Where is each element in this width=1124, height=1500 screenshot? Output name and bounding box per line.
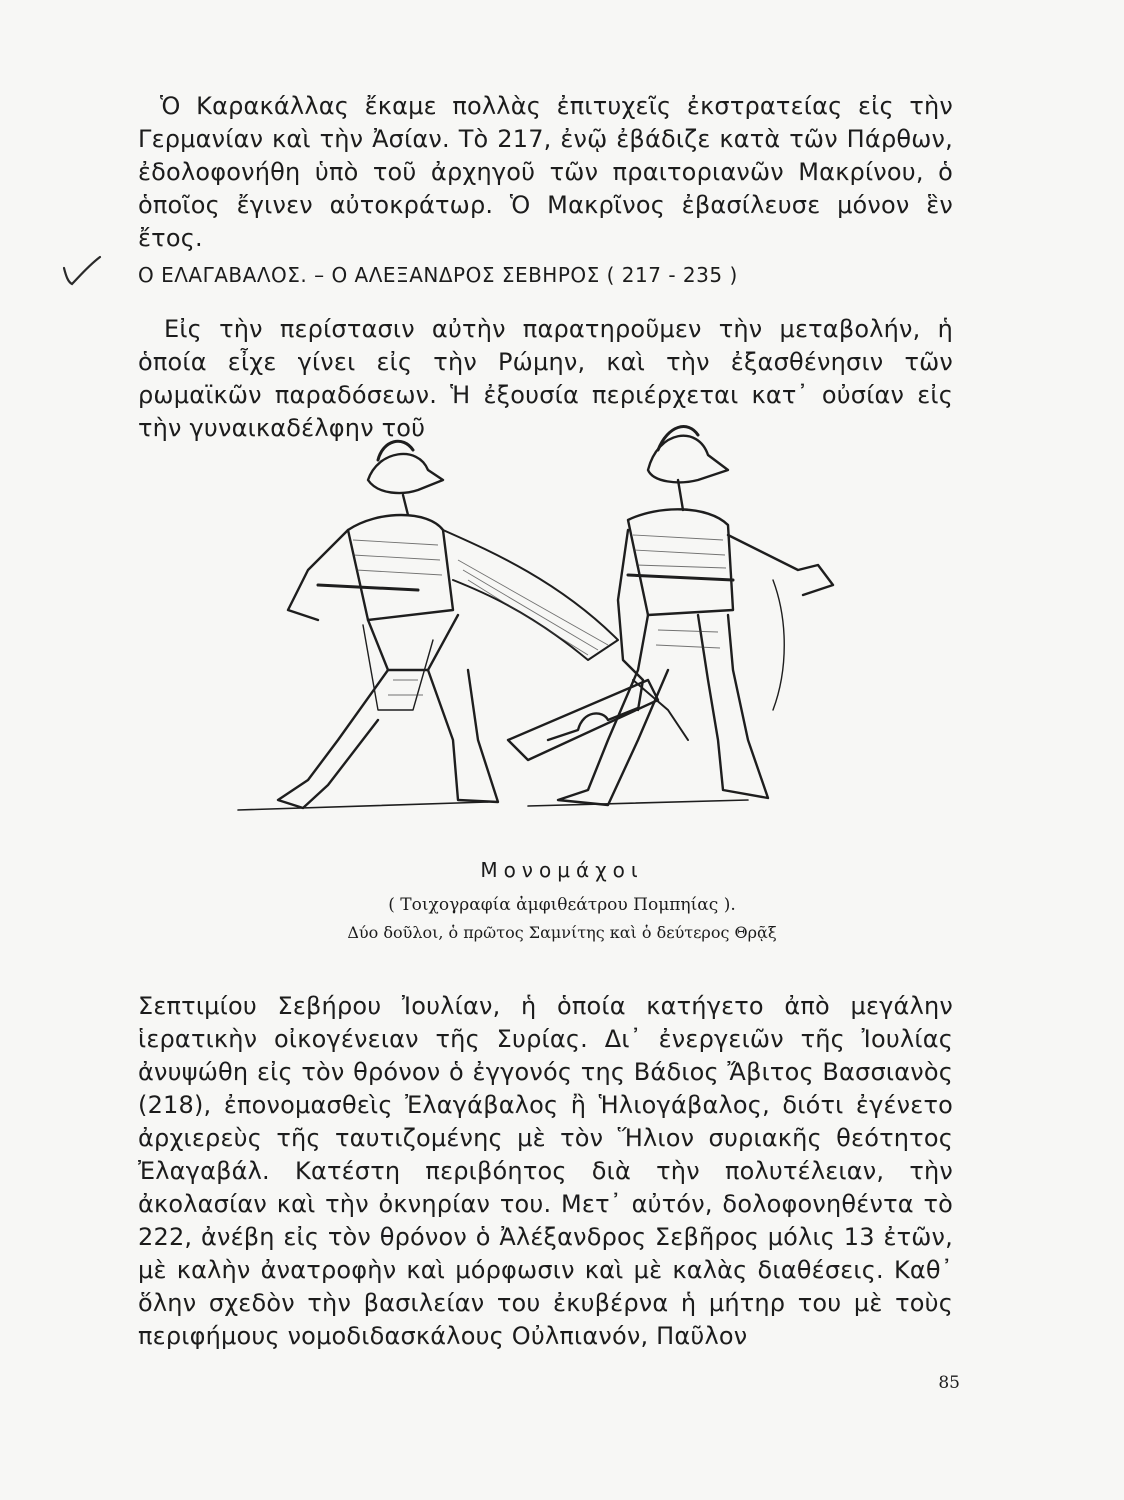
figure-caption-description: Δύο δοῦλοι, ὁ πρῶτος Σαμνίτης καὶ ὁ δεύτερος Θρᾷξ [347,923,777,942]
paragraph-caracalla [138,90,953,255]
paragraph-elagabalus-intro-text: Εἰς τὴν περίστασιν αὐτὴν παρατηροῦμεν τὴν μεταβολήν, ἡ ὁποία εἶχε γίνει εἰς τὴν Ρώμην, καὶ τὴν ἐξασθένησιν τῶν ρωμαϊκῶν παραδόσεων. Ἡ ἐξουσία περιέρχεται κατ᾽ οὐσίαν εἰς τὴν γυναικαδέλφην τοῦ [138,315,953,442]
page-number: 85 [938,1373,960,1393]
figure-caption-title: Μονομάχοι [480,858,644,882]
gladiators-illustration [228,410,848,850]
paragraph-caracalla-text: Ὁ Καρακάλλας ἔκαμε πολλὰς ἐπιτυχεῖς ἐκστρατείας εἰς τὴν Γερμανίαν καὶ τὴν Ἀσίαν. Τὸ 217, ἐνῷ ἐβάδιζε κατὰ τῶν Πάρθων, ἐδολοφονήθη ὑπὸ τοῦ ἀρχηγοῦ τῶν πραιτοριανῶν Μακρίνου, ὁ ὁποῖος ἔγινεν αὐτοκράτωρ. Ὁ Μακρῖνος ἐβασίλευσε μόνον ἓν ἔτος. [138,92,953,252]
handwritten-checkmark-icon [60,254,102,288]
section-heading: Ο ΕΛΑΓΑΒΑΛΟΣ. – Ο ΑΛΕΞΑΝΔΡΟΣ ΣΕΒΗΡΟΣ ( 217 - 235 ) [138,263,738,287]
paragraph-julia-elagabalus: Σεπτιμίου Σεβήρου Ἰουλίαν, ἡ ὁποία κατήγετο ἀπὸ μεγάλην ἱερατικὴν οἰκογένειαν τῆς Συρίας. Δι᾽ ἐνεργειῶν τῆς Ἰουλίας ἀνυψώθη εἰς τὸν θρόνον ὁ ἐγγονός της Βάδιος Ἄβιτος Βασσιανὸς (218), ἐπονομασθεὶς Ἐλαγάβαλος ἢ Ἡλιογάβαλος, διότι ἐγένετο ἀρχιερεὺς τῆς ταυτιζομένης μὲ τὸν Ἥλιον συριακῆς θεότητος Ἐλαγαβάλ. Κατέστη περιβόητος διὰ τὴν πολυτέλειαν, τὴν ἀκολασίαν καὶ τὴν ὀκνηρίαν του. Μετ᾽ αὐτόν, δολοφονηθέντα τὸ 222, ἀνέβη εἰς τὸν θρόνον ὁ Ἀλέξανδρος Σεβῆρος μόλις 13 ἐτῶν, μὲ καλὴν ἀνατροφὴν καὶ μόρφωσιν καὶ μὲ καλὰς διαθέσεις. Καθ᾽ ὅλην σχεδὸν τὴν βασιλείαν του ἐκυβέρνα ἡ μήτηρ του μὲ τοὺς περιφήμους νομοδιδασκάλους Οὐλπιανόν, Παῦλον [138,992,953,1350]
figure-caption-subtitle: ( Τοιχογραφία ἀμφιθεάτρου Πομπηίας ). [388,895,736,915]
